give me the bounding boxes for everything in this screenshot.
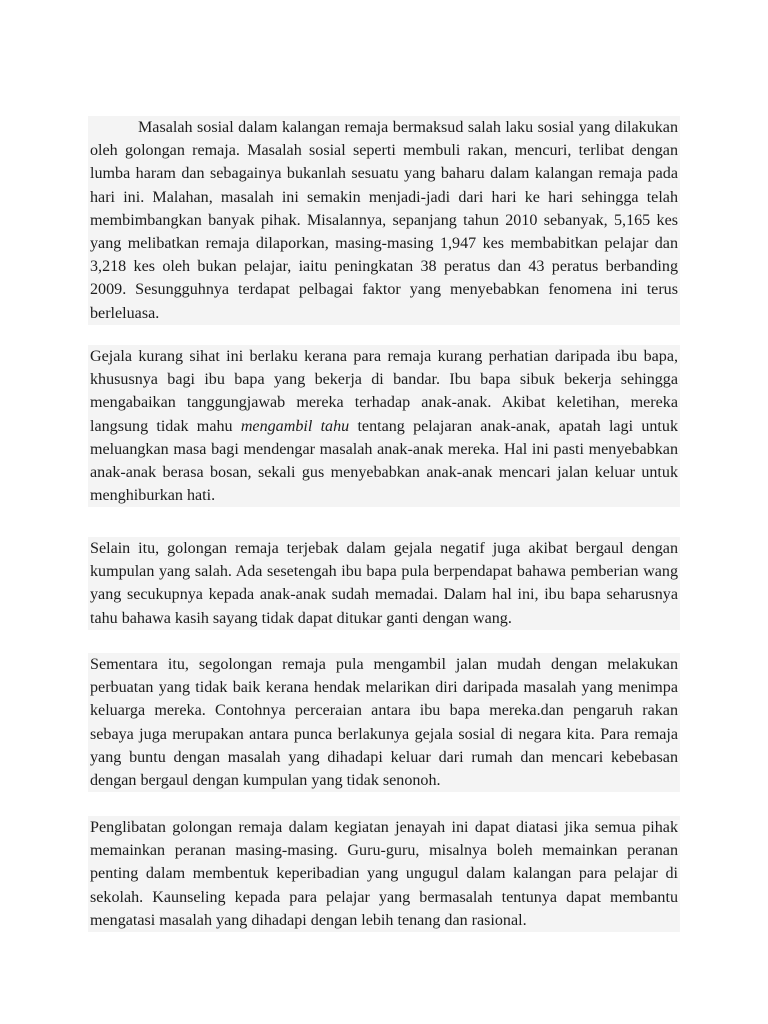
paragraph-text: Penglibatan golongan remaja dalam kegiatan jenayah ini dapat diatasi jika semua pihak memainkan peranan masing-masing. Guru-guru, misalnya boleh memainkan peranan penting dalam membentuk keperibadian yang ungugul dalam kalangan para pelajar di sekolah. Kaunseling kepada para pelajar yang bermasalah tentunya dapat membantu mengatasi masalah yang dihadapi dengan lebih tenang dan rasional. [90, 819, 678, 929]
paragraph-family-problems [88, 653, 680, 792]
paragraph-text-part: tentang pelajaran anak-anak, apatah lagi untuk meluangkan masa bagi mendengar masalah anak-anak mereka. Hal ini pasti menyebabkan anak-anak berasa bosan, sekali gus menyebabkan anak-anak mencari jalan keluar untuk menghiburkan hati. [90, 417, 678, 505]
paragraph-intro [88, 116, 680, 325]
paragraph-text: Sementara itu, segolongan remaja pula mengambil jalan mudah dengan melakukan perbuatan yang tidak baik kerana hendak melarikan diri daripada masalah yang menimpa keluarga mereka. Contohnya perceraian antara ibu bapa mereka.dan pengaruh rakan sebaya juga merupakan antara punca berlakunya gejala sosial di negara kita. Para remaja yang buntu dengan masalah yang dihadapi keluar dari rumah dan mencari kebebasan dengan bergaul dengan kumpulan yang tidak senonoh. [90, 656, 678, 790]
paragraph-text: Masalah sosial dalam kalangan remaja bermaksud salah laku sosial yang dilakukan oleh golongan remaja. Masalah sosial seperti membuli rakan, mencuri, terlibat dengan lumba haram dan sebagainya bukanlah sesuatu yang baharu dalam kalangan remaja pada hari ini. Malahan, masalah ini semakin menjadi-jadi dari hari ke hari sehingga telah membimbangkan banyak pihak. Misalannya, sepanjang tahun 2010 sebanyak, 5,165 kes yang melibatkan remaja dilaporkan, masing-masing 1,947 kes membabitkan pelajar dan 3,218 kes oleh bukan pelajar, iaitu peningkatan 38 peratus dan 43 peratus berbanding 2009. Sesungguhnya terdapat pelbagai faktor yang menyebabkan fenomena ini terus berleluasa. [90, 119, 678, 322]
italic-phrase: mengambil tahu [240, 417, 350, 435]
paragraph-solutions [88, 816, 680, 932]
paragraph-text: Selain itu, golongan remaja terjebak dalam gejala negatif juga akibat bergaul dengan kumpulan yang salah. Ada sesetengah ibu bapa pula berpendapat bahawa pemberian wang yang secukupnya kepada anak-anak sudah memadai. Dalam hal ini, ibu bapa seharusnya tahu bahawa kasih sayang tidak dapat ditukar ganti dengan wang. [90, 540, 678, 627]
paragraph-parental-attention [88, 345, 680, 507]
paragraph-text [88, 345, 680, 507]
paragraph-wrong-company [88, 537, 680, 630]
paragraph-text-part: Gejala kurang sihat ini berlaku kerana para remaja kurang perhatian daripada ibu bapa, khususnya bagi ibu bapa yang bekerja di bandar. Ibu bapa sibuk bekerja sehingga mengabaikan tanggungjawab mereka terhadap anak-anak. Akibat keletihan, mereka langsung tidak mahu [90, 348, 678, 435]
